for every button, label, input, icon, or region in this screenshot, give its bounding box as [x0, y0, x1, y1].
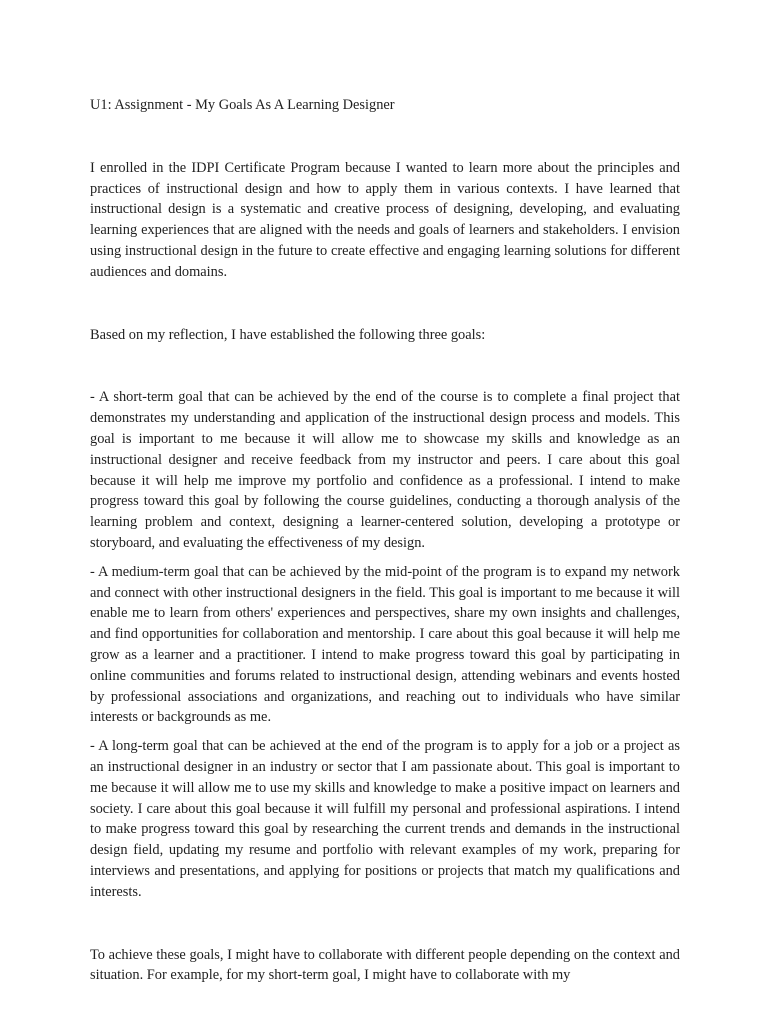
conclusion-paragraph: To achieve these goals, I might have to collaborate with different people depending on the context and situation. For example, for my short-term goal, I might have to collaborate with my	[90, 946, 680, 984]
document-body	[90, 95, 680, 986]
short-term-goal-paragraph: - A short-term goal that can be achieved by the end of the course is to complete a final project that demonstrates my understanding and application of the instructional design process and models. This goal is important to me because it will allow me to showcase my skills and knowledge as an instructional designer and receive feedback from my instructor and peers. I care about this goal because it will help me improve my portfolio and confidence as a professional. I intend to make progress toward this goal by following the course guidelines, conducting a thorough analysis of the learning problem and context, designing a learner-centered solution, developing a prototype or storyboard, and evaluating the effectiveness of my design.	[90, 389, 680, 551]
goals-lead-in: Based on my reflection, I have established the following three goals:	[90, 326, 486, 343]
long-term-goal-paragraph: - A long-term goal that can be achieved at the end of the program is to apply for a job or a project as an instructional designer in an industry or sector that I am passionate about. This goal is important to me because it will allow me to use my skills and knowledge to make a positive impact on learners and society. I care about this goal because it will fulfill my personal and professional aspirations. I intend to make progress toward this goal by researching the current trends and demands in the instructional design field, updating my resume and portfolio with relevant examples of my work, preparing for interviews and presentations, and applying for positions or projects that match my qualifications and interests.	[90, 738, 680, 900]
document-title: U1: Assignment - My Goals As A Learning Designer	[90, 97, 395, 113]
medium-term-goal-paragraph: - A medium-term goal that can be achieved by the mid-point of the program is to expand my network and connect with other instructional designers in the field. This goal is important to me because it will enable me to learn from others' experiences and perspectives, share my own insights and challenges, and find opportunities for collaboration and mentorship. I care about this goal because it will help me grow as a learner and a practitioner. I intend to make progress toward this goal by participating in online communities and forums related to instructional design, attending webinars and events hosted by professional associations and organizations, and reaching out to individuals who have similar interests or backgrounds as me.	[90, 563, 680, 726]
intro-paragraph: I enrolled in the IDPI Certificate Program because I wanted to learn more about the principles and practices of instructional design and how to apply them in various contexts. I have learned that instructional design is a systematic and creative process of designing, developing, and evaluating learning experiences that are aligned with the needs and goals of learners and stakeholders. I envision using instructional design in the future to create effective and engaging learning solutions for different audiences and domains.	[90, 159, 680, 280]
